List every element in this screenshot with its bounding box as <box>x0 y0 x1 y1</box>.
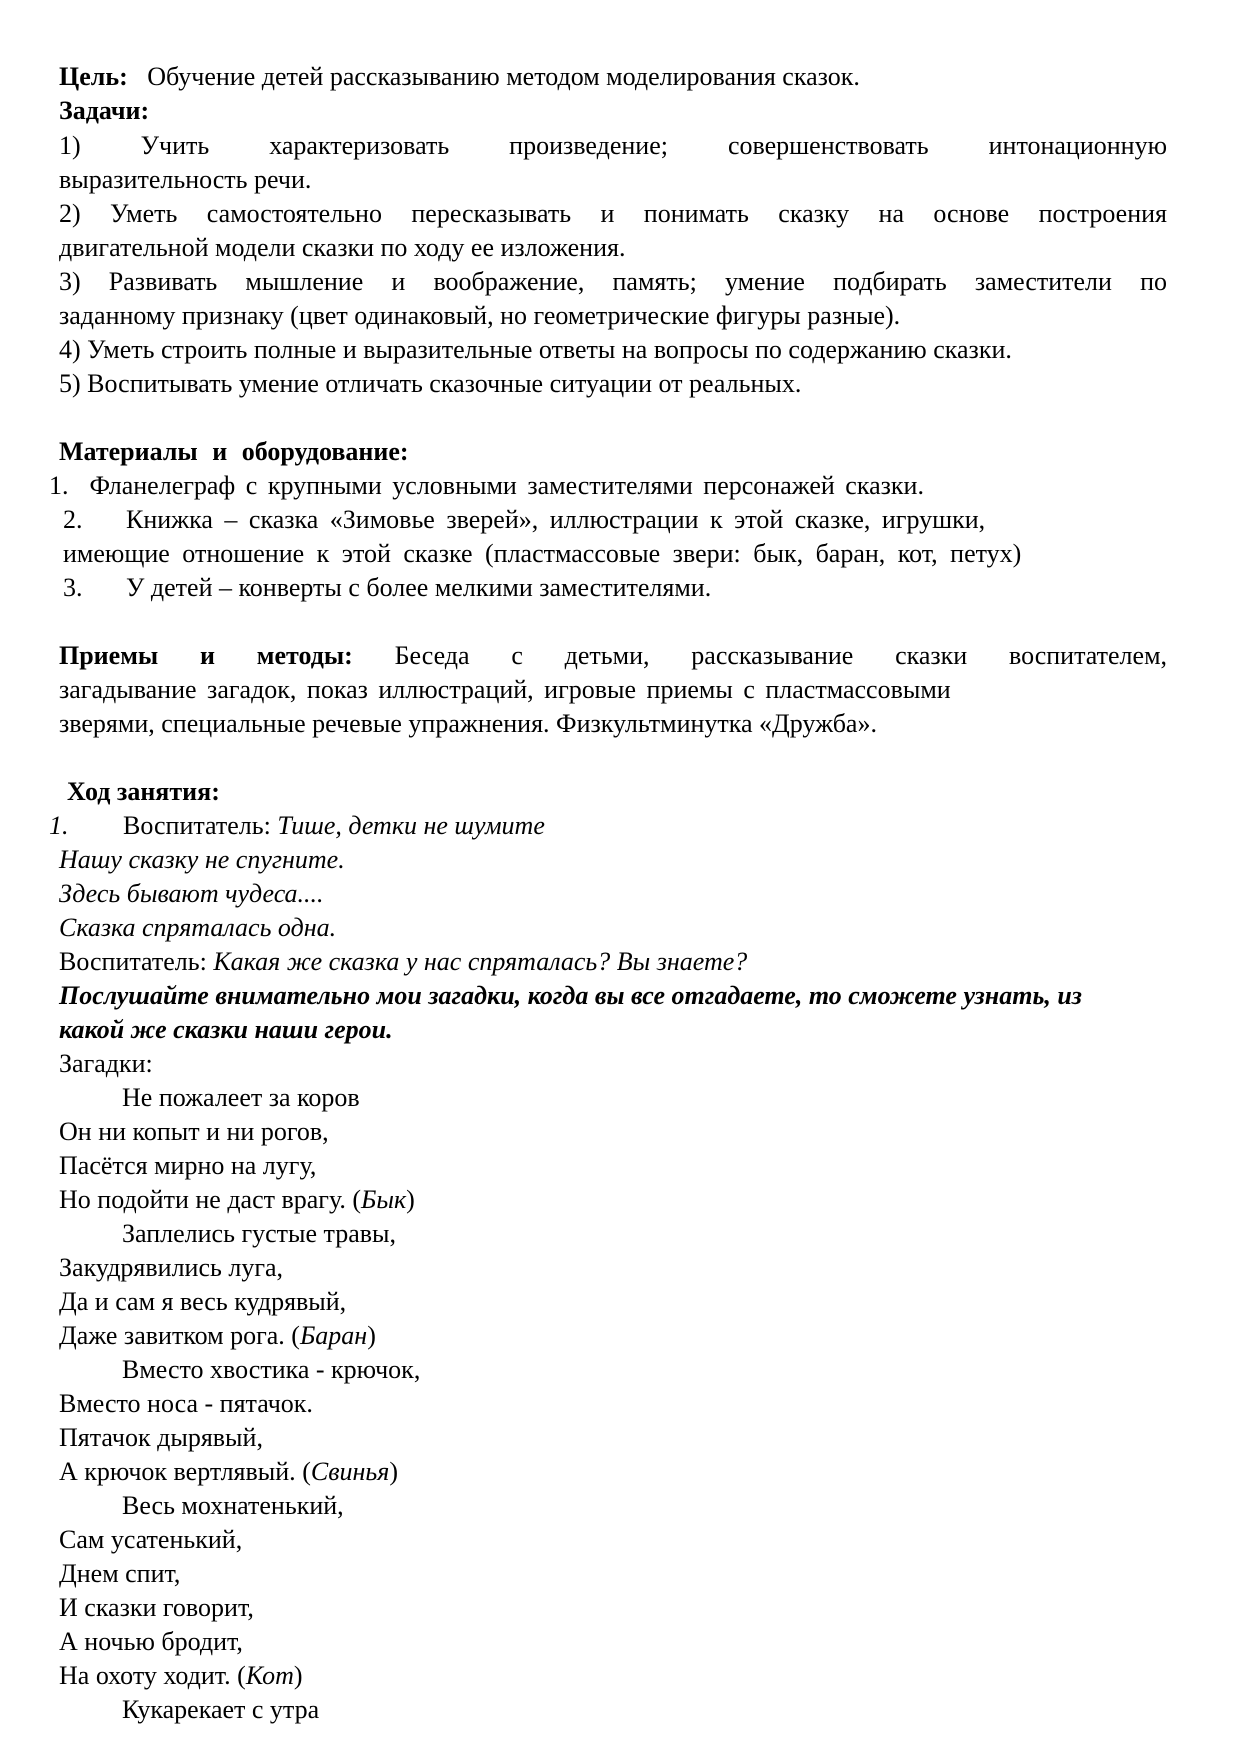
material-1-num: 1. <box>49 471 69 500</box>
riddle-2-line-3: Да и сам я весь кудрявый, <box>59 1287 347 1316</box>
riddle-3-answer: Свинья <box>310 1457 390 1486</box>
riddle-2-answer: Баран <box>299 1321 368 1350</box>
task-5: 5) Воспитывать умение отличать сказочные ситуации от реальных. <box>59 369 802 398</box>
riddle-4-line-6: На охоту ходит. (Кот) <box>59 1661 303 1690</box>
task-3-line-1: 3) Развивать мышление и воображение, память; умение подбирать заместители по <box>59 267 1167 296</box>
riddle-1-line-4: Но подойти не даст врагу. (Бык) <box>59 1185 415 1214</box>
course-speaker: Воспитатель: <box>123 811 271 840</box>
poem-line-2: Нашу сказку не спугните. <box>59 845 345 874</box>
material-2-num: 2. <box>63 505 83 534</box>
task-2-line-2: двигательной модели сказки по ходу ее изложения. <box>59 233 626 262</box>
material-1 <box>49 471 924 501</box>
task-2-line-1: 2) Уметь самостоятельно пересказывать и понимать сказку на основе построения <box>59 199 1167 228</box>
riddle-2-last-text: Даже завитком рога. <box>59 1321 285 1350</box>
instruction-line-1: Послушайте внимательно мои загадки, когда вы все отгадаете, то сможете узнать, из <box>59 981 1082 1010</box>
riddle-4-line-2: Сам усатенький, <box>59 1525 243 1554</box>
question-speaker: Воспитатель: <box>59 947 207 976</box>
riddle-5-line-1: Кукарекает с утра <box>122 1695 320 1724</box>
question-line <box>59 947 747 977</box>
course-heading: Ход занятия: <box>67 777 220 806</box>
poem-line-3: Здесь бывают чудеса.... <box>59 879 324 908</box>
riddle-4-line-4: И сказки говорит, <box>59 1593 254 1622</box>
riddle-4-line-5: А ночью бродит, <box>59 1627 243 1656</box>
methods-line-1 <box>59 641 1167 671</box>
riddle-4-line-3: Днем спит, <box>59 1559 181 1588</box>
riddle-1-line-3: Пасётся мирно на лугу, <box>59 1151 317 1180</box>
poem-line-4: Сказка спряталась одна. <box>59 913 337 942</box>
riddle-3-line-2: Вместо носа - пятачок. <box>59 1389 313 1418</box>
riddle-1-line-1: Не пожалеет за коров <box>122 1083 360 1112</box>
goal-line <box>59 62 860 92</box>
riddle-4-line-1: Весь мохнатенький, <box>122 1491 344 1520</box>
riddle-3-last-text: А крючок вертлявый. <box>59 1457 296 1486</box>
methods-line-3: зверями, специальные речевые упражнения. Физкультминутка «Дружба». <box>59 709 877 738</box>
riddle-1-answer: Бык <box>361 1185 407 1214</box>
riddle-3-line-3: Пятачок дырявый, <box>59 1423 263 1452</box>
task-3-line-2: заданному признаку (цвет одинаковый, но геометрические фигуры разные). <box>59 301 901 330</box>
task-1-line-2: выразительность речи. <box>59 165 312 194</box>
riddle-3-line-4: А крючок вертлявый. (Свинья) <box>59 1457 398 1486</box>
methods-label: Приемы и методы: <box>59 641 353 670</box>
course-num: 1. <box>49 811 69 840</box>
instruction-line-2: какой же сказки наши герои. <box>59 1015 393 1044</box>
goal-text: Обучение детей рассказыванию методом моделирования сказок. <box>147 62 860 91</box>
task-1-line-1: 1) Учить характеризовать произведение; совершенствовать интонационную <box>59 131 1167 160</box>
methods-line-2: загадывание загадок, показ иллюстраций, игровые приемы с пластмассовыми <box>59 675 951 704</box>
material-2 <box>63 505 985 535</box>
course-line-1 <box>49 811 545 841</box>
tasks-heading: Задачи: <box>59 96 150 125</box>
materials-heading: Материалы и оборудование: <box>59 437 409 466</box>
goal-label: Цель: <box>59 62 128 91</box>
material-2-line-2: имеющие отношение к этой сказке (пластмассовые звери: бык, баран, кот, петух) <box>63 539 1022 568</box>
riddle-4-answer: Кот <box>245 1661 294 1690</box>
riddle-2-line-2: Закудрявились луга, <box>59 1253 284 1282</box>
material-3-text: У детей – конверты с более мелкими заместителями. <box>126 573 712 602</box>
poem-line-1: Тише, детки не шумите <box>277 811 545 840</box>
riddle-1-last-text: Но подойти не даст врагу. <box>59 1185 346 1214</box>
material-3-num: 3. <box>63 573 83 602</box>
riddles-label: Загадки: <box>59 1049 153 1078</box>
material-3 <box>63 573 711 603</box>
material-2-text: Книжка – сказка «Зимовье зверей», иллюстрации к этой сказке, игрушки, <box>126 505 986 534</box>
material-1-text: Фланелеграф с крупными условными заместителями персонажей сказки. <box>89 471 924 500</box>
riddle-2-line-4: Даже завитком рога. (Баран) <box>59 1321 376 1350</box>
question-text: Какая же сказка у нас спряталась? Вы знаете? <box>213 947 748 976</box>
methods-text-1: Беседа с детьми, рассказывание сказки воспитателем, <box>394 641 1168 670</box>
task-4: 4) Уметь строить полные и выразительные ответы на вопросы по содержанию сказки. <box>59 335 1012 364</box>
riddle-2-line-1: Заплелись густые травы, <box>122 1219 396 1248</box>
riddle-3-line-1: Вместо хвостика - крючок, <box>122 1355 421 1384</box>
riddle-4-last-text: На охоту ходит. <box>59 1661 231 1690</box>
riddle-1-line-2: Он ни копыт и ни рогов, <box>59 1117 329 1146</box>
